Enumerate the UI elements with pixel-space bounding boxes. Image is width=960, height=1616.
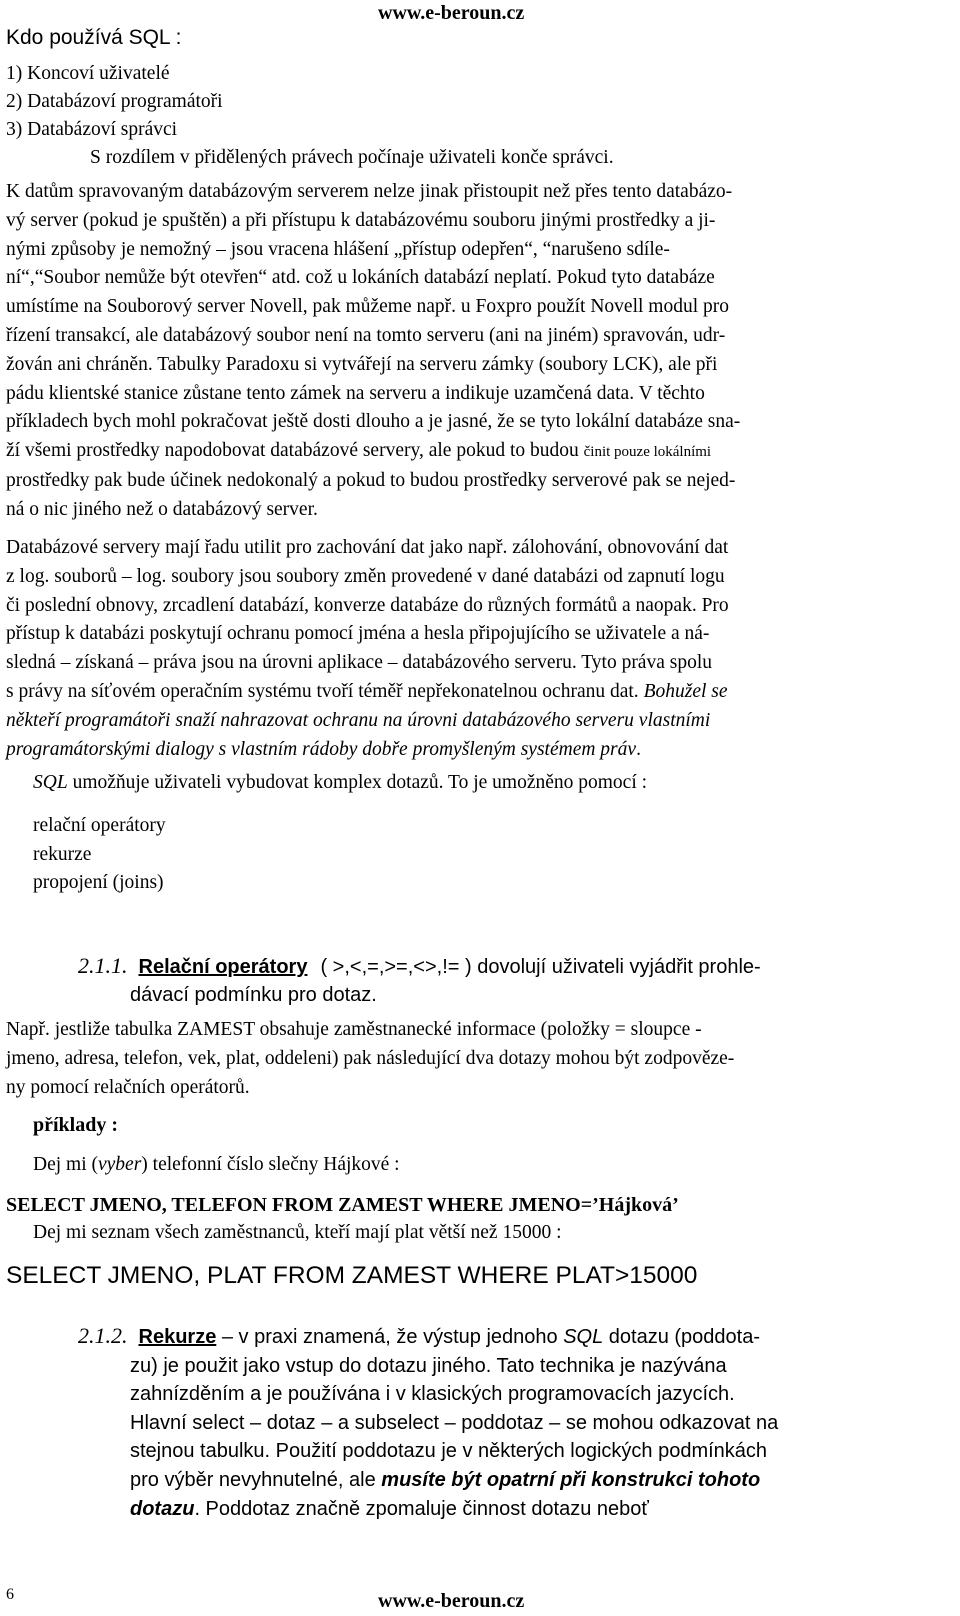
list-item: propojení (joins): [33, 872, 164, 893]
example-1-text: Dej mi (vyber) telefonní číslo slečny Hájkové :: [33, 1154, 400, 1175]
section-number: 2.1.2.: [78, 1323, 128, 1348]
section-heading: Rekurze: [138, 1326, 217, 1348]
sql-query-2: SELECT JMENO, PLAT FROM ZAMEST WHERE PLAT>15000: [6, 1262, 698, 1289]
paragraph-database-server: K datům spravovaným databázovým serverem nelze jinak přistoupit než přes tento databázo- vý server (pokud je spuštěn) a při přístupu k databázovému souboru jinými prostředky a ji- nými způsoby je nemožný – jsou vracena hlášení „přístup odepřen“, “narušeno sdíle- ní“,“Soubor nemůže být otevřen“ atd. což u lokáních databází neplatí. Pokud tyto databáze umístíme na Souborový server Novell, pak můžeme např. u Foxpro použít Novell modul pro řízení transakcí, ale databázový soubor není na tomto serveru (ani na jiném) spravován, udr- žován ani chráněn. Tabulky Paradoxu si vytvářejí na serveru zámky (soubory LCK), ale při pádu klientské stanice zůstane tento zámek na serveru a indikuje uzamčená data. V těchto příkladech bych mohl pokračovat ještě dosti dlouho a je jasné, že se tyto lokální databáze sna- ží všemi prostředky napodobovat databázové servery, ale pokud to budou činit pouze lokálními prostředky pak bude účinek nedokonalý a pokud to budou prostředky serverové pak se nejed- ná o nic jiného než o databázový server.: [6, 181, 741, 520]
users-list: [6, 60, 614, 172]
list-item: 3) Databázoví správci: [6, 119, 178, 140]
list-item: 2) Databázoví programátoři: [6, 91, 223, 112]
section-recursion: 2.1.2. Rekurze – v praxi znamená, že výstup jednoho SQL dotazu (poddota- zu) je použit jako vstup do dotazu jiného. Tato technika je nazývána zahnízděním a je používána i v klasických programovacích jazycích. Hlavní select – dotaz – a subselect – poddotaz – se mohou odkazovat na stejnou tabulku. Použití poddotazu je v některých logických podmínkách pro výběr nevyhnutelné, ale musíte být opatrní při konstrukci tohoto dotazu. Poddotaz značně zpomaluje činnost dotazu neboť: [78, 1323, 779, 1520]
sql-query-1: SELECT JMENO, TELEFON FROM ZAMEST WHERE JMENO=’Hájková’: [6, 1194, 679, 1216]
list-note: S rozdílem v přidělených právech počínaje uživateli konče správci.: [90, 147, 614, 168]
page-title: Kdo používá SQL :: [6, 26, 182, 49]
list-item: rekurze: [33, 843, 92, 865]
page-number: 6: [6, 1586, 14, 1603]
section-number: 2.1.1.: [78, 953, 128, 978]
footer-site: www.e-beroun.cz: [378, 1590, 525, 1612]
sql-intro: SQL umožňuje uživateli vybudovat komplex dotazů. To je umožněno pomocí :: [33, 772, 648, 793]
example-2-text: Dej mi seznam všech zaměstnanců, kteří mají plat větší než 15000 :: [33, 1222, 562, 1243]
list-item: relační operátory: [33, 815, 166, 836]
paragraph-zamest: Např. jestliže tabulka ZAMEST obsahuje zaměstnanecké informace (položky = sloupce - jmeno, adresa, telefon, vek, plat, oddeleni) pak následující dva dotazy mohou být zodpověze- ny pomocí relačních operátorů.: [6, 1019, 735, 1098]
section-relational-operators: 2.1.1. Relační operátory ( >,<,=,>=,<>,!= ) dovolují uživateli vyjádřit prohle- dávací podmínku pro dotaz.: [78, 953, 761, 1006]
list-item: 1) Koncoví uživatelé: [6, 63, 170, 84]
section-heading: Relační operátory: [138, 956, 308, 978]
examples-label: příklady :: [33, 1114, 119, 1136]
header-site: www.e-beroun.cz: [378, 2, 525, 24]
sql-capabilities-list: [33, 812, 166, 898]
paragraph-database-utilities: Databázové servery mají řadu utilit pro zachování dat jako např. zálohování, obnovování dat z log. souborů – log. soubory jsou soubory změn provedené v dané databázi od zapnutí logu či poslední obnovy, zrcadlení databází, konverze databáze do různých formátů a naopak. Pro přístup k databázi poskytují ochranu pomocí jména a hesla připojujícího se uživatele a ná- sledná – získaná – práva jsou na úrovni aplikace – databázového serveru. Tyto práva spolu s právy na síťovém operačním systému tvoří téměř nepřekonatelnou ochranu dat. Bohužel se někteří programátoři snaží nahrazovat ochranu na úrovni databázového serveru vlastními programátorskými dialogy s vlastním rádoby dobře promyšleným systémem práv.: [6, 537, 729, 760]
